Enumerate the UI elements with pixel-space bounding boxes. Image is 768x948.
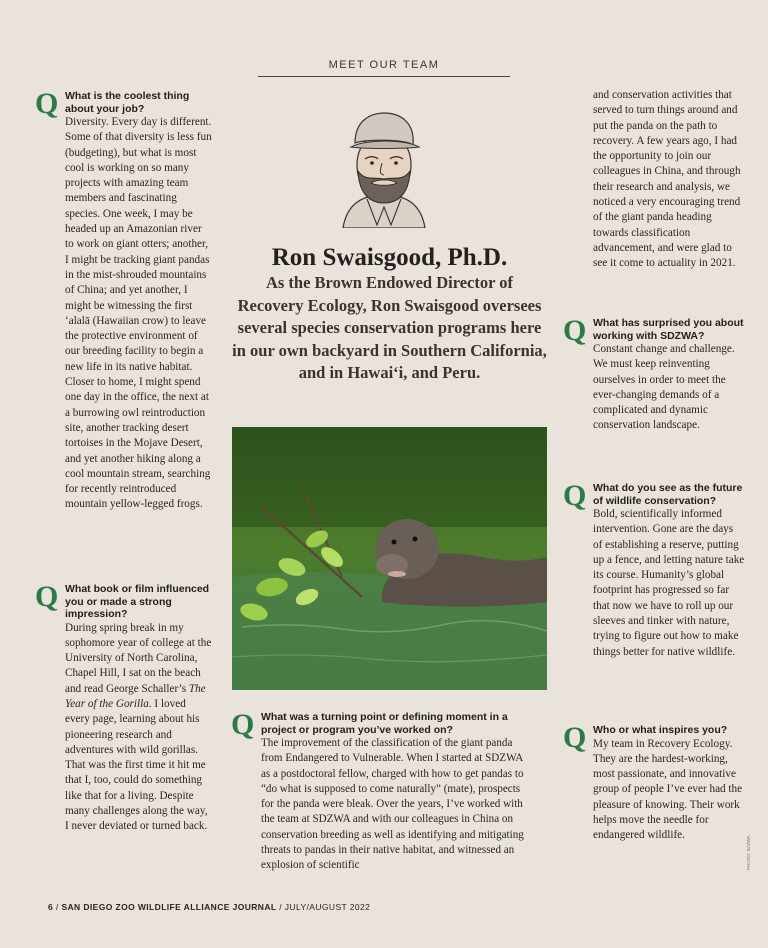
question-surprised: What has surprised you about working with SDZWA? [593, 317, 744, 342]
journal-name: SAN DIEGO ZOO WILDLIFE ALLIANCE JOURNAL [61, 902, 277, 912]
footer-separator: / [55, 902, 59, 912]
qa-block-surprised [563, 314, 745, 434]
book-title: The Year of the Gorilla [65, 682, 206, 710]
portrait-illustration [325, 103, 443, 228]
page-number: 6 [48, 902, 54, 912]
answer-future: Bold, scientifically informed intervention. Gone are the days of establishing a reserve, putting up a fence, and letting nature take its course. Humanity’s global footprint has progressed so far that now we have to roll up our sleeves and tinker with nature, trying to figure out how to make things better for native wildlife. [593, 508, 745, 658]
q-mark: Q [35, 87, 59, 120]
qa-block-coolest-thing [35, 87, 213, 513]
q-mark: Q [35, 580, 59, 613]
answer-book-or-film [65, 621, 213, 835]
kicker-divider [258, 76, 510, 77]
giant-otter-photo [232, 427, 547, 690]
answer-continuation [563, 88, 745, 272]
qa-block-book-or-film [35, 580, 213, 835]
answer-turning-point-continued: and conservation activities that served to turn things around and put the panda on the path to recovery. A few years ago, I had the opportunity to join our colleagues in China, and through their research and analysis, we noticed a very encouraging trend of the giant panda heading towards classification advancement, and were glad to see it come to actuality in 2021. [593, 89, 741, 270]
question-turning-point: What was a turning point or defining moment in a project or program you’ve worked on? [261, 711, 508, 736]
footer-separator: / [279, 902, 282, 912]
profile-bio: As the Brown Endowed Director of Recovery Ecology, Ron Swaisgood oversees several species conservation programs here in our own backyard in Southern California, and in Hawai‘i, and Peru. [232, 273, 547, 382]
answer-text-part: During spring break in my sophomore year of college at the University of North Carolina, Chapel Hill, I sat on the beach and read George Schaller’s [65, 621, 212, 695]
q-mark: Q [563, 479, 587, 512]
profile-name: Ron Swaisgood, Ph.D. [271, 244, 508, 271]
answer-text-part: . I loved every page, learning about his pioneering research and adventures with wild gorillas. That was the first time it hit me that I, too, could do something like that for a living. Despite many challenges along the way, I never deviated or turned back. [65, 697, 208, 833]
section-kicker: MEET OUR TEAM [328, 59, 440, 71]
qa-block-inspires [563, 721, 745, 844]
qa-block-future [563, 479, 745, 660]
q-mark: Q [231, 708, 255, 741]
question-coolest-thing: What is the coolest thing about your job? [65, 90, 190, 115]
answer-inspires: My team in Recovery Ecology. They are the hardest-working, most passionate, and innovative group of people I’ve ever had the pleasure of knowing. Their work helps move the needle for endangered wildlife. [593, 737, 743, 842]
qa-block-turning-point [231, 708, 534, 874]
page-footer [48, 902, 370, 912]
answer-turning-point: The improvement of the classification of the giant panda from Endangered to Vulnerable. When I started at SDZWA as a postdoctoral fellow, charged with how to get pandas to “do what is supposed to come naturally” (mate), prospects for the panda were bleak. Over the years, I’ve worked with the team at SDZWA and with our colleagues in China on conservation breeding as well as identifying and mitigating threats to pandas in their native habitat, and witnessed an explosion of scientific [261, 737, 524, 872]
q-mark: Q [563, 314, 587, 347]
question-future: What do you see as the future of wildlife conservation? [593, 482, 743, 507]
photo-credit: PHOTO: SDZWA [746, 835, 751, 870]
answer-surprised: Constant change and challenge. We must keep reinventing ourselves in order to meet the ever-changing demands of a complicated and dynamic conservation landscape. [593, 343, 735, 432]
question-inspires: Who or what inspires you? [593, 724, 728, 736]
q-mark: Q [563, 721, 587, 754]
question-book-or-film: What book or film influenced you or made a strong impression? [65, 583, 210, 620]
issue-date: JULY/AUGUST 2022 [284, 902, 371, 912]
answer-coolest-thing: Diversity. Every day is different. Some of that diversity is less fun (budgeting), but what is most cool is working on so many projects with amazing team members and fascinating species. One week, I may be headed up an Amazonian river to work on giant otters; another, I might be tracking giant pandas in the mist-shrouded mountains of China; and yet another, I might be witnessing the first ‘alalā (Hawaiian crow) to leave the protective environment of our breeding facility to begin a new life in its native habitat. Closer to home, I might spend one day in the office, the next at a burrowing owl reintroduction site, another tracking desert tortoises in the Mojave Desert, and yet another hiking along a cool mountain stream, searching for recently reintroduced mountain yellow-legged frogs. [65, 116, 212, 511]
